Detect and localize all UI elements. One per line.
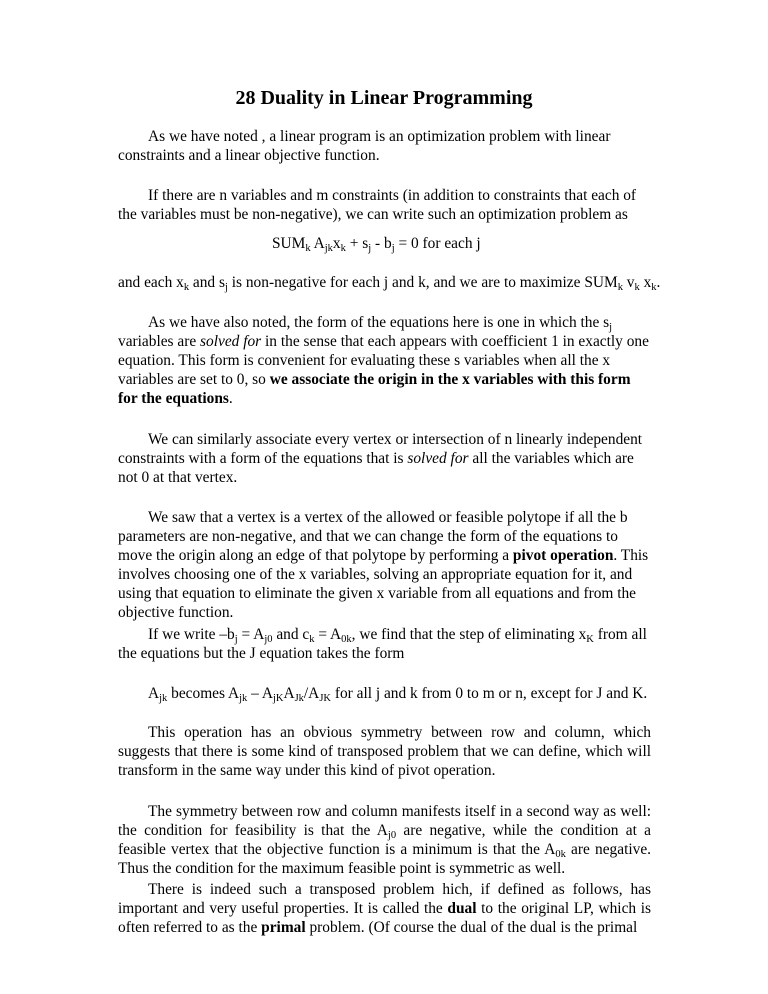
paragraph-eliminating: If we write $-b_j = A_{j0}$ and $c_k = A_{0k}$, we find that the step of eliminating $x_K$ from all the equations but the J equation takes the form [118, 626, 647, 662]
paragraph-variables: If there are n variables and m constraints (in addition to constraints that each of the variables must be non-negative), we can write such an optimization problem as [118, 187, 637, 223]
paragraph-dual: There is indeed such a transposed problem hich, if defined as follows, has important and very useful properties. It is called the dual to the original LP, which is often referred to as the primal problem. (Of course the dual of the dual is the primal [118, 881, 651, 936]
constraint-equation: $SUM_k$ $A_{jk}x_k + s_j - b_j = 0$ for each j [272, 235, 481, 254]
paragraph-symmetry: This operation has an obvious symmetry between row and column, which suggests that there is some kind of transposed problem that we can define, which will transform in the same way under this kind of pivot operation. [118, 724, 651, 779]
paragraph-feasibility: The symmetry between row and column manifests itself in a second way as well: the condition for feasibility is that the $A_{j0}$ are negative, while the condition at a feasible vertex that the objective function is a minimum is that the $A_{0k}$ are negative. Thus the condition for the maximum feasible point is symmetric as well. [118, 803, 651, 877]
pivot-formula: $A_{jk}$ becomes $A_{jk} - A_{jK}A_{Jk}/A_{JK}$ for all j and k from 0 to m or n, except for J and K. [148, 685, 648, 704]
page-title: 28 Duality in Linear Programming [235, 87, 533, 109]
paragraph-nonnegative: and each $x_k$ and $s_j$ is non-negative for each j and k, and we are to maximize $SUM_k$ $v_k$ $x_k$. [118, 274, 661, 293]
paragraph-pivot: We saw that a vertex is a vertex of the allowed or feasible polytope if all the b parameters are non-negative, and that we can change the form of the equations to move the origin along an edge of that polytope by performing a pivot operation. This involves choosing one of the x variables, solving an appropriate equation for it, and using that equation to eliminate the given x variable from all equations and from the objective function. [118, 509, 649, 621]
paragraph-solved-form: As we have also noted, the form of the equations here is one in which the $s_j$ variables are solved for in the sense that each appears with coefficient 1 in exactly one equation. This form is convenient for evaluating these s variables when all the x variables are set to 0, so we associate the origin in the x variables with this form for the equations. [118, 314, 649, 407]
paragraph-vertex: We can similarly associate every vertex or intersection of n linearly independent constraints with a form of the equations that is solved for all the variables which are not 0 at that vertex. [118, 431, 643, 486]
paragraph-intro: As we have noted , a linear program is an optimization problem with linear constraints and a linear objective function. [118, 128, 611, 164]
